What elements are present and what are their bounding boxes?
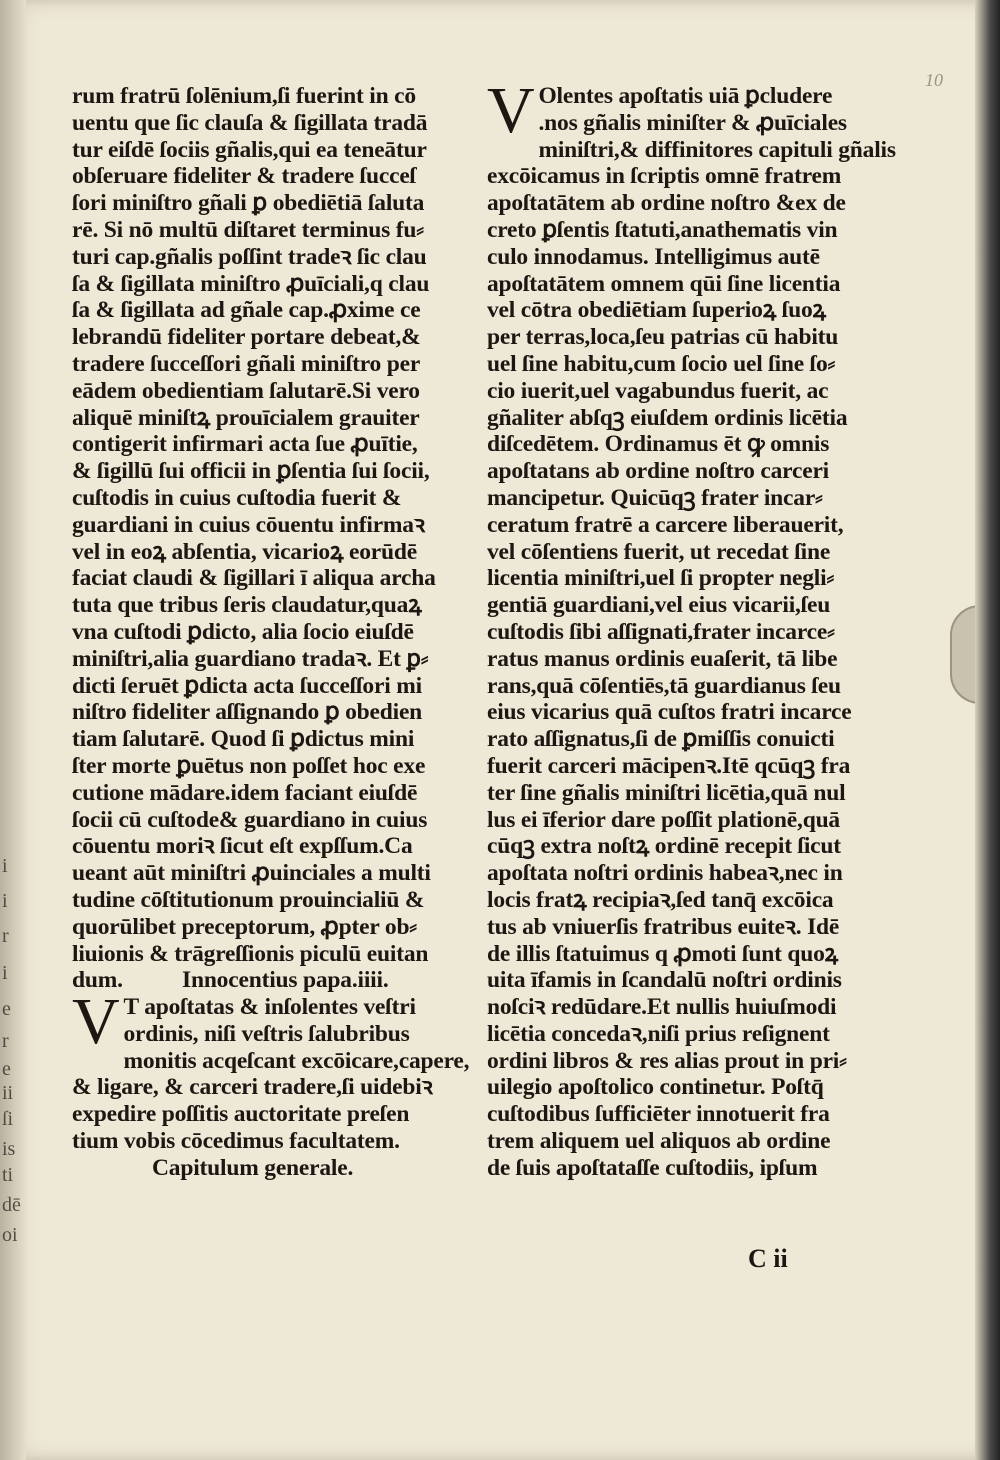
text-line: tiam ſalutarē. Quod ſi ꝑdictus mini bbox=[72, 726, 415, 753]
text-line: guardiani in cuius cōuentu infirmaꝛ bbox=[72, 511, 425, 538]
text-line: & ligare, & carceri tradere,ſi uidebiꝛ bbox=[72, 1074, 433, 1101]
text-line: uita īfamis in ſcandalū noſtri ordinis bbox=[487, 967, 842, 994]
text-line: per terras,loca,ſeu patrias cū habitu bbox=[487, 324, 839, 351]
text-line: de ſuis apoſtataſſe cuſtodiis, ipſum bbox=[487, 1154, 818, 1181]
text-line: uilegio apoſtolico continetur. Poſtq̄ bbox=[487, 1074, 824, 1101]
text-line: Olentes apoſtatis uiā ꝑcludere bbox=[538, 83, 833, 109]
bleed-glyph: ii bbox=[2, 1082, 14, 1104]
text-line: uel ſine habitu,cum ſocio uel ſine ſo⸗ bbox=[487, 350, 836, 377]
bleed-glyph: i bbox=[2, 890, 8, 912]
text-line: de illis ſtatuimus q ꝓmoti ſunt quoꝝ bbox=[487, 940, 839, 967]
text-line: ſter morte ꝑuētus non poſſet hoc exe bbox=[72, 752, 426, 779]
left-column bbox=[72, 83, 470, 1182]
text-line: eādem obedientiam ſalutarē.Si vero bbox=[72, 377, 420, 404]
text-line: apoſtata noſtri ordinis habeaꝛ,nec in bbox=[487, 860, 843, 887]
text-line: rato aſſignatus,ſi de ꝑmiſſis conuicti bbox=[487, 726, 835, 753]
text-line: ceratum fratrē a carcere liberauerit, bbox=[487, 511, 844, 538]
text-line: & ſigillū ſui officii in ꝑſentia ſui ſocii, bbox=[72, 458, 430, 485]
text-line: tuta que tribus ſeris claudatur,quaꝝ bbox=[72, 592, 422, 619]
bleed-glyph: r bbox=[2, 1030, 9, 1052]
text-line: T apoſtatas & inſolentes veſtri bbox=[123, 994, 416, 1021]
text-line: lus ei īferior dare poſſit plationē,quā bbox=[487, 806, 840, 833]
text-line: miniſtri,& diffinitores capituli gñalis bbox=[538, 136, 896, 163]
text-line: locis fratꝝ recipiaꝛ,ſed tanq̄ excōica bbox=[487, 886, 834, 913]
text-line: apoſtatātem omnem qūi ſine licentia bbox=[487, 270, 841, 297]
text-line: vel cōſentiens fuerit, ut recedat ſine bbox=[487, 538, 831, 565]
text-line: trem aliquem uel aliquos ab ordine bbox=[487, 1128, 831, 1155]
text-line: rum fratrū ſolēnium,ſi fuerint in cō bbox=[72, 83, 416, 109]
left-text-block bbox=[72, 83, 467, 994]
text-line: vel in eoꝝ abſentia, vicarioꝝ eorūdē bbox=[72, 538, 418, 565]
text-line: culo innodamus. Intelligimus autē bbox=[487, 243, 820, 270]
text-line: ueant aūt miniſtri ꝓuinciales a multi bbox=[72, 860, 431, 887]
chapter-heading: Capitulum generale. bbox=[152, 1154, 354, 1181]
text-line: .nos gñalis miniſter & ꝓuīciales bbox=[538, 109, 847, 136]
text-line: niſtro fideliter aſſignando ꝑ obedien bbox=[72, 699, 423, 726]
text-line: cuſtodibus ſufficiēter innotuerit fra bbox=[487, 1101, 830, 1128]
folio-note: 10 bbox=[925, 70, 943, 90]
text-line: eius vicarius quā cuſtos fratri incarce bbox=[487, 699, 852, 726]
text-line: vel cōtra obediētiam ſuperioꝝ ſuoꝝ bbox=[487, 297, 826, 324]
dropcap-v-left: V bbox=[72, 985, 120, 1059]
text-line: ratus manus ordinis euaſerit, tā libe bbox=[487, 645, 838, 672]
text-line: rans,quā cōſentiēs,tā guardianus ſeu bbox=[487, 672, 841, 699]
text-line: licētia concedaꝛ,niſi prius reſignent bbox=[487, 1020, 830, 1047]
text-line: miniſtri,alia guardiano tradaꝛ. Et ꝑ⸗ bbox=[72, 645, 429, 672]
text-line: dum. bbox=[72, 967, 123, 994]
bleed-glyph: e bbox=[2, 1058, 11, 1080]
text-line: cuſtodis in cuius cuſtodia fuerit & bbox=[72, 484, 402, 511]
text-line: licentia miniſtri,uel ſi propter negli⸗ bbox=[487, 565, 835, 592]
bleed-glyph: ſi bbox=[2, 1108, 14, 1130]
text-line: cio iuerit,uel vagabundus fuerit, ac bbox=[487, 377, 829, 404]
text-line: tradere ſucceſſori gñali miniſtro per bbox=[72, 350, 421, 377]
text-line: cūqꝫ extra noſtꝝ ordinē recepit ſicut bbox=[487, 833, 841, 860]
text-line: cōuentu moriꝛ ſicut eſt expſſum.Ca bbox=[72, 833, 413, 860]
innocent-heading: Innocentius papa.iiii. bbox=[182, 967, 389, 994]
text-line: tium vobis cōcedimus facultatem. bbox=[72, 1128, 400, 1155]
text-line: cutione mādare.idem faciant eiuſdē bbox=[72, 779, 418, 806]
text-line: mancipetur. Quicūqꝫ frater incar⸗ bbox=[487, 484, 823, 511]
text-line: dicti ſeruēt ꝑdicta acta ſucceſſori mi bbox=[72, 672, 422, 699]
text-line: expedire poſſitis auctoritate preſen bbox=[72, 1101, 410, 1128]
statute-text bbox=[487, 74, 896, 1182]
text-line: vna cuſtodi ꝑdicto, alia ſocio eiuſdē bbox=[72, 618, 414, 645]
text-line: ſori miniſtro gñali ꝑ obediētiā ſaluta bbox=[72, 190, 425, 217]
text-line: tus ab vniuerſis fratribus euiteꝛ. Idē bbox=[487, 913, 840, 940]
dropcap-v-right: V bbox=[487, 74, 535, 147]
text-line: obſeruare fideliter & tradere ſucceſ bbox=[72, 163, 416, 190]
text-line: ſocii cū cuſtode& guardiano in cuius bbox=[72, 806, 428, 833]
margin-bleed-through bbox=[2, 0, 22, 1460]
bleed-glyph: dē bbox=[2, 1194, 21, 1216]
text-line: gñaliter abſqꝫ eiuſdem ordinis licētia bbox=[487, 404, 848, 431]
bleed-glyph: oi bbox=[2, 1224, 18, 1246]
bleed-glyph: e bbox=[2, 998, 11, 1020]
text-line: tur eiſdē ſociis gñalis,qui ea teneātur bbox=[72, 136, 427, 163]
text-line: monitis acqeſcant excōicare,capere, bbox=[123, 1047, 470, 1074]
page-edge-shadow bbox=[975, 0, 1000, 1460]
text-line: noſciꝛ redūdare.Et nullis huiuſmodi bbox=[487, 994, 837, 1021]
text-line: apoſtatans ab ordine noſtro carceri bbox=[487, 458, 830, 485]
text-line: ſa & ſigillata miniſtro ꝓuīciali,q clau bbox=[72, 270, 430, 297]
bleed-glyph: is bbox=[2, 1138, 16, 1160]
bleed-glyph: i bbox=[2, 855, 8, 877]
text-line: quorūlibet preceptorum, ꝓpter ob⸗ bbox=[72, 913, 417, 940]
text-line: ter ſine gñalis miniſtri licētia,quā nul bbox=[487, 779, 846, 806]
text-line: faciat claudi & ſigillari ī aliqua archa bbox=[72, 565, 436, 592]
bull-text bbox=[72, 985, 470, 1155]
text-line: tudine cōſtitutionum prouincialiū & bbox=[72, 886, 425, 913]
text-line: creto ꝑſentis ſtatuti,anathematis vin bbox=[487, 216, 838, 243]
text-line: excōicamus in ſcriptis omnē fratrem bbox=[487, 163, 842, 190]
text-line: rē. Si nō multū diſtaret terminus fu⸗ bbox=[72, 216, 424, 243]
text-line: lebrandū fideliter portare debeat,& bbox=[72, 324, 421, 351]
text-line: liuionis & trāgreſſionis piculū euitan bbox=[72, 940, 429, 967]
bleed-glyph: i bbox=[2, 962, 8, 984]
text-line: turi cap.gñalis poſſint tradeꝛ ſic clau bbox=[72, 243, 427, 270]
bleed-glyph: r bbox=[2, 925, 9, 947]
text-line: ordinis, niſi veſtris ſalubribus bbox=[123, 1020, 410, 1047]
text-line: diſcedētem. Ordinamus ēt ꝙ omnis bbox=[487, 431, 830, 458]
signature-mark: C ii bbox=[748, 1244, 788, 1273]
text-line: apoſtatātem ab ordine noſtro &ex de bbox=[487, 190, 846, 217]
bull-paragraph bbox=[72, 985, 470, 1155]
right-column bbox=[487, 74, 896, 1182]
text-line: contigerit infirmari acta ſue ꝓuītie, bbox=[72, 431, 418, 458]
statute-paragraph bbox=[487, 74, 896, 1182]
text-line: aliquē miniſtꝝ prouīcialem grauiter bbox=[72, 404, 420, 431]
bleed-glyph: ti bbox=[2, 1164, 14, 1186]
text-line: fuerit carceri mācipenꝛ.Itē qcūqꝫ fra bbox=[487, 752, 851, 779]
text-line: ſa & ſigillata ad gñale cap.ꝓxime ce bbox=[72, 297, 421, 324]
text-line: gentiā guardiani,vel eius vicarii,ſeu bbox=[487, 592, 831, 619]
text-line: ordini libros & res alias prout in pri⸗ bbox=[487, 1047, 847, 1074]
text-line: cuſtodis ſibi aſſignati,frater incarce⸗ bbox=[487, 618, 835, 645]
text-line: uentu que ſic clauſa & ſigillata tradā bbox=[72, 109, 428, 136]
